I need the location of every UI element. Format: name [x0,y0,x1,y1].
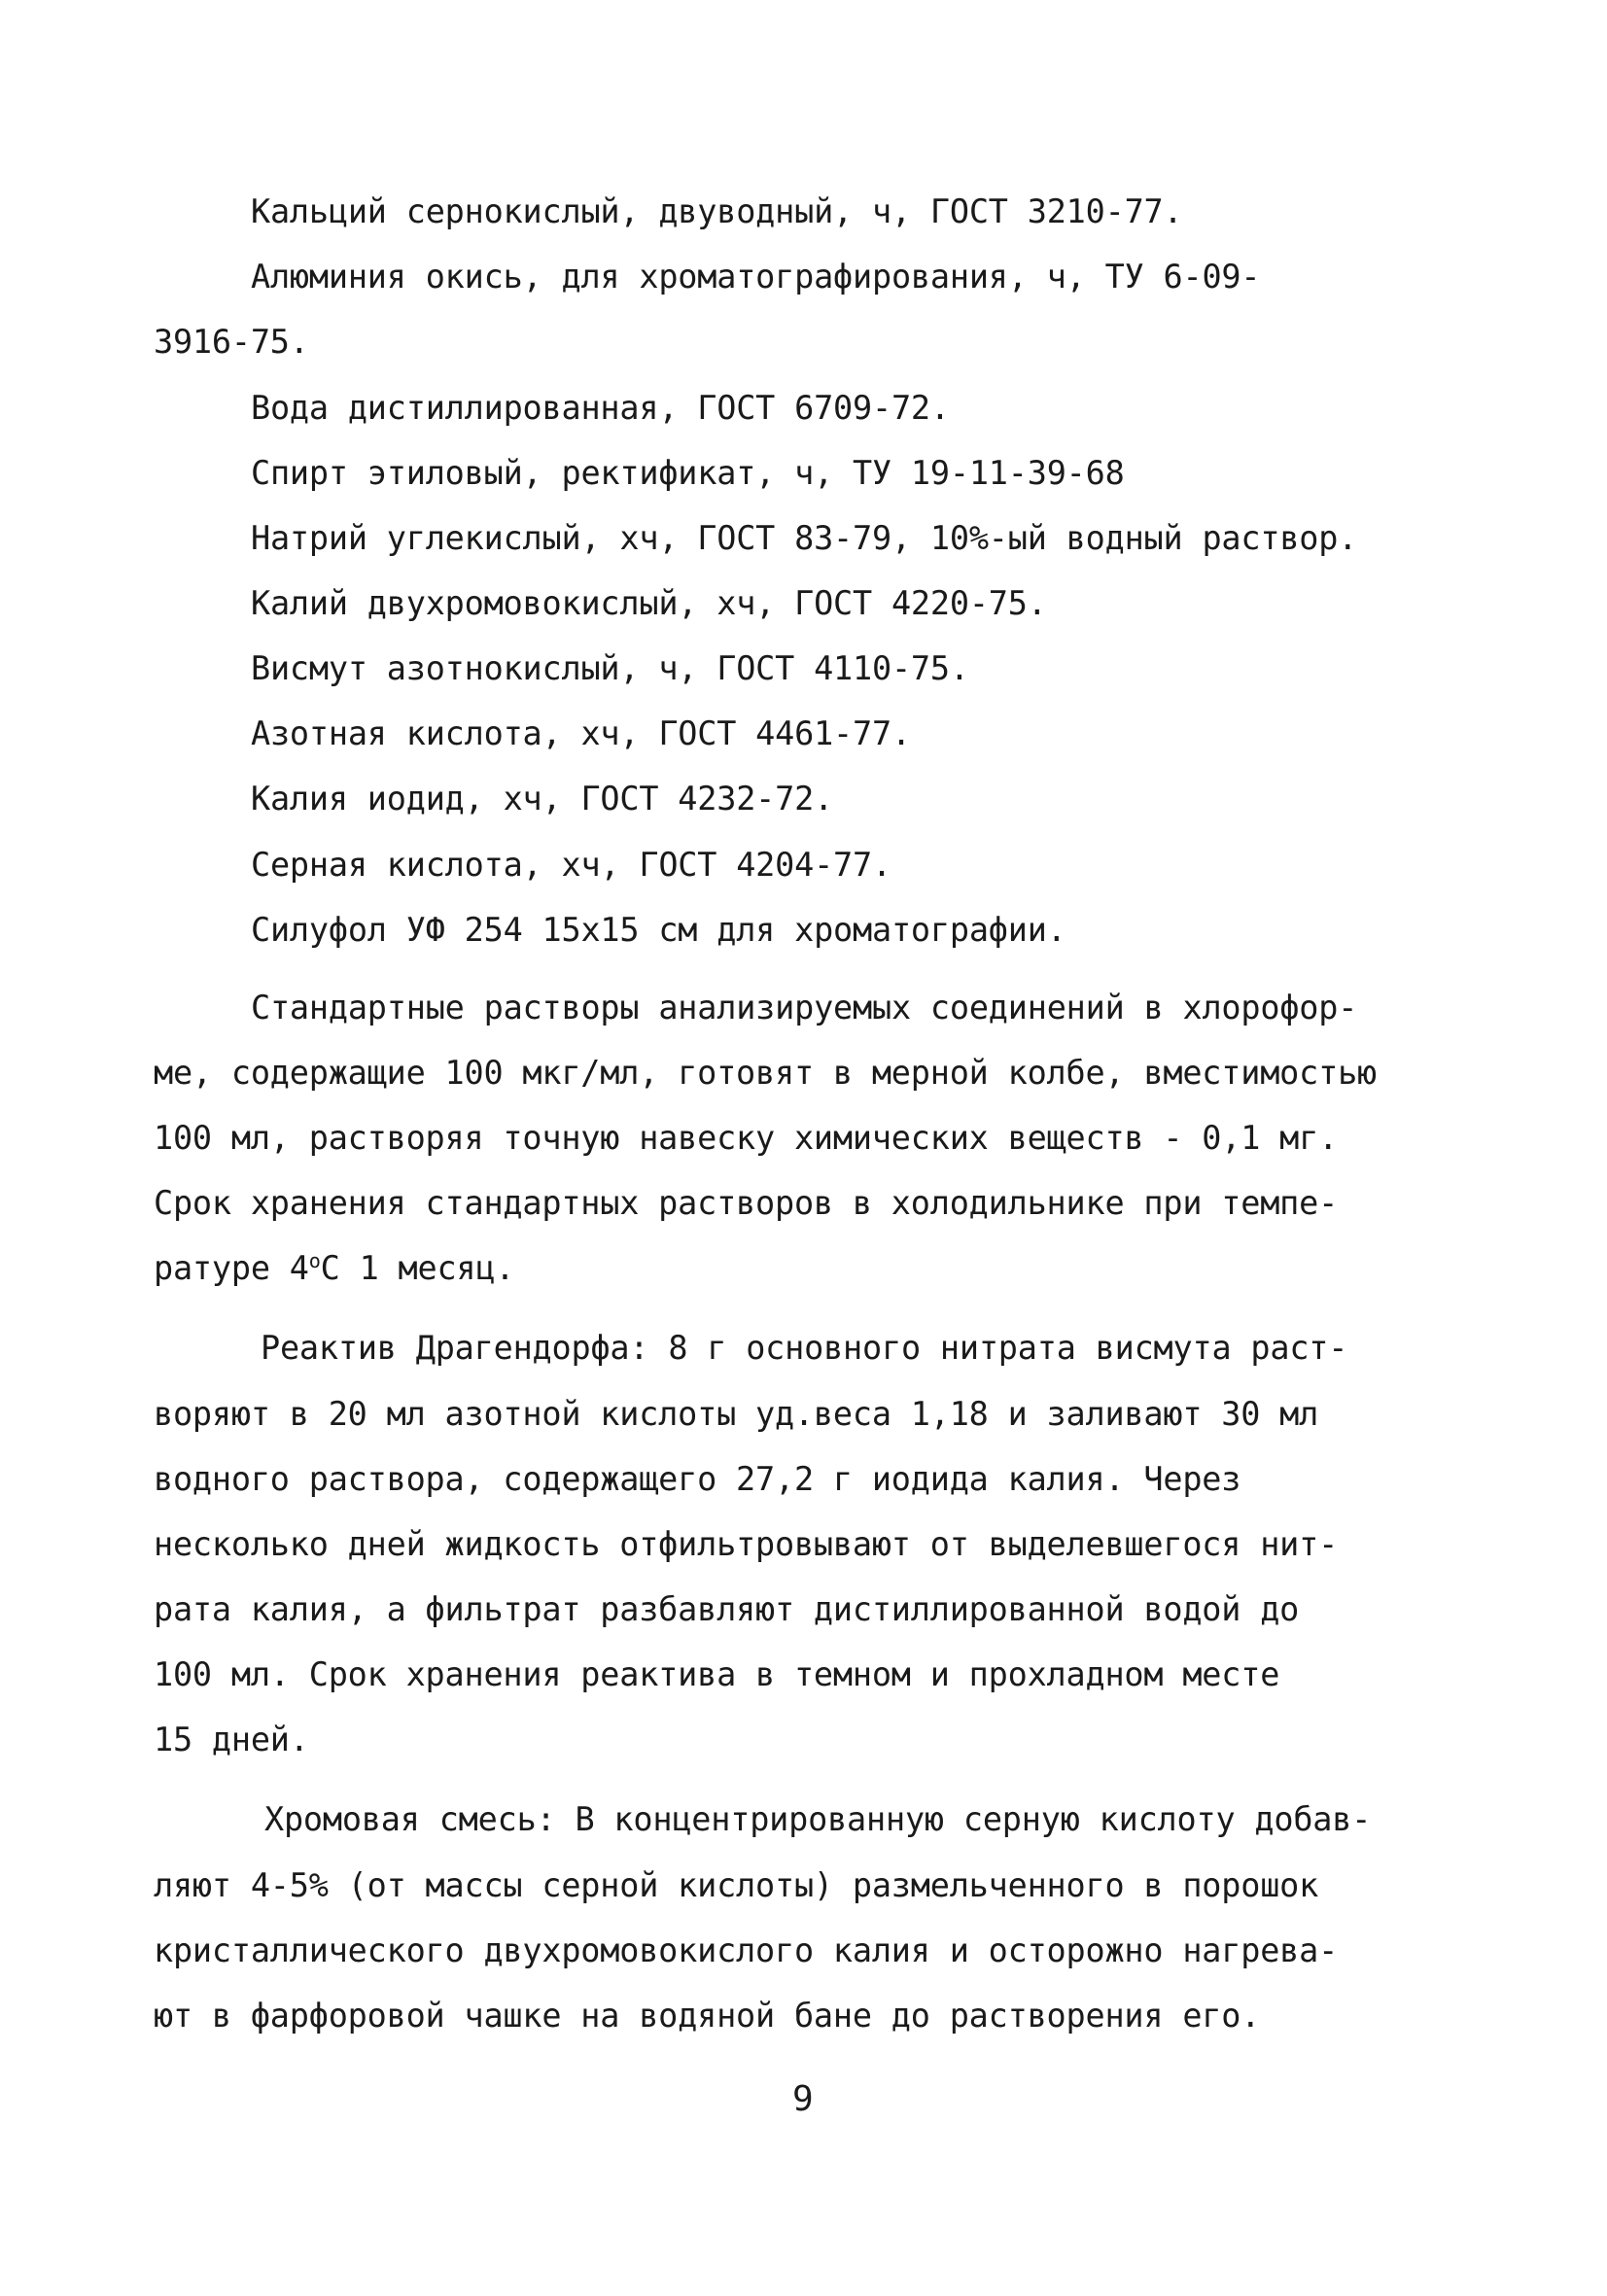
reagent-line: Калия иодид, хч, ГОСТ 4232-72. [251,780,834,818]
temperature-text: ратуре 4 [154,1249,309,1287]
degree-sign: о [308,1248,321,1272]
reagent-line: Азотная кислота, хч, ГОСТ 4461-77. [251,714,911,752]
chromic-mixture-paragraph-line: кристаллического двухромовокислого калия и осторожно нагрева- [154,1931,1339,1969]
reagent-line-continuation: 3916-75. [154,323,309,361]
dragendorff-paragraph-line: 15 дней. [154,1721,309,1758]
standards-paragraph-line: Стандартные растворы анализируемых соединений в хлорофор- [251,989,1358,1026]
dragendorff-paragraph-line: 100 мл. Срок хранения реактива в темном и прохладном месте [154,1655,1280,1693]
dragendorff-paragraph-line: водного раствора, содержащего 27,2 г иодида калия. Через [154,1460,1241,1498]
standards-paragraph-line: ме, содержащие 100 мкг/мл, готовят в мерной колбе, вместимостью [154,1054,1378,1092]
standards-paragraph-line [154,1247,514,1290]
reagent-line: Висмут азотнокислый, ч, ГОСТ 4110-75. [251,649,969,687]
reagent-line: Вода дистиллированная, ГОСТ 6709-72. [251,389,950,427]
dragendorff-paragraph-line: несколько дней жидкость отфильтровывают от выделевшегося нит- [154,1525,1339,1563]
storage-term-text: С 1 месяц. [320,1249,515,1287]
standards-paragraph-line: Срок хранения стандартных растворов в холодильнике при темпе- [154,1184,1339,1222]
chromic-mixture-paragraph-line: Хромовая смесь: В концентрированную серную кислоту добав- [264,1800,1372,1838]
reagent-line: Силуфол УФ 254 15х15 см для хроматографии. [251,911,1066,949]
reagent-line: Калий двухромовокислый, хч, ГОСТ 4220-75. [251,584,1047,622]
reagent-line: Спирт этиловый, ректификат, ч, ТУ 19-11-39-68 [251,454,1125,492]
dragendorff-paragraph-line: Реактив Драгендорфа: 8 г основного нитрата висмута раст- [261,1329,1348,1367]
standards-paragraph-line: 100 мл, растворяя точную навеску химических веществ - 0,1 мг. [154,1119,1339,1157]
chromic-mixture-paragraph-line: ют в фарфоровой чашке на водяной бане до растворения его. [154,1997,1261,2035]
reagent-line: Натрий углекислый, хч, ГОСТ 83-79, 10%-ый водный раствор. [251,519,1358,557]
reagent-line: Кальций сернокислый, двуводный, ч, ГОСТ 3210-77. [251,192,1183,230]
dragendorff-paragraph-line: рата калия, а фильтрат разбавляют дистиллированной водой до [154,1590,1300,1628]
reagent-line: Серная кислота, хч, ГОСТ 4204-77. [251,846,891,884]
dragendorff-paragraph-line: воряют в 20 мл азотной кислоты уд.веса 1,18 и заливают 30 мл [154,1395,1319,1433]
chromic-mixture-paragraph-line: ляют 4-5% (от массы серной кислоты) размельченного в порошок [154,1866,1319,1904]
reagent-line: Алюминия окись, для хроматографирования, ч, ТУ 6-09- [251,258,1261,296]
page-number: 9 [792,2079,814,2119]
